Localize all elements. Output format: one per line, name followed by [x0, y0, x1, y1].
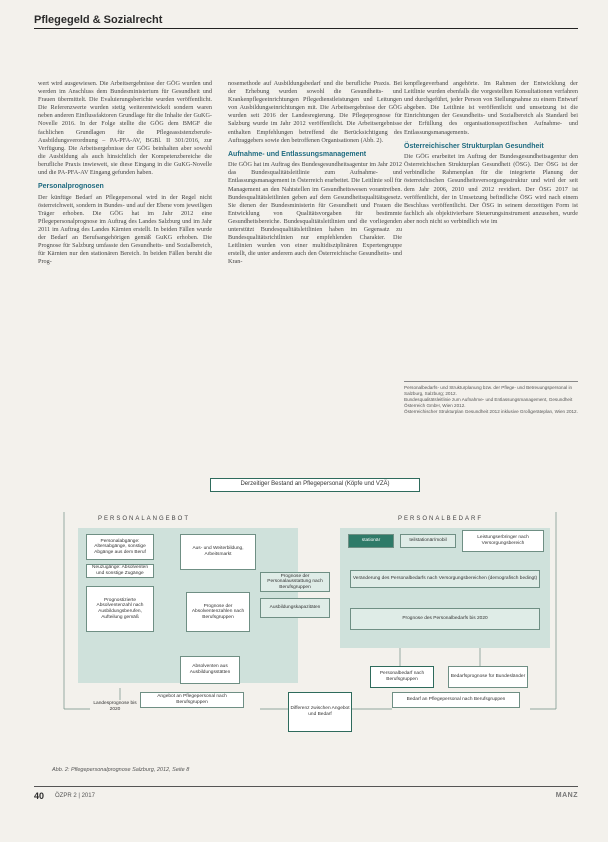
box-absolventen-ausbildung: Absolventen aus Ausbildungsstätten: [180, 656, 240, 684]
section-title: Pflegegeld & Sozialrecht: [34, 14, 163, 26]
box-leistungserbringer: Leistungserbringer nach Versorgungsbereich: [462, 530, 544, 552]
text-column-1: [38, 80, 212, 266]
box-teilstationaer: teilstationär/mobil: [400, 534, 456, 548]
box-ausbildungskapazitaeten: Ausbildungskapazitäten: [260, 598, 330, 618]
publisher-logo: MANZ: [555, 792, 578, 799]
box-prognose-personal: Prognose der Personalausstattung nach Berufsgruppen: [260, 572, 330, 592]
box-prognose-bedarf: Prognose des Personalbedarfs bis 2020: [350, 608, 540, 630]
box-ausbildung: Aus- und Weiterbildung, Arbeitsmarkt: [180, 534, 256, 570]
flow-diagram: [50, 474, 578, 754]
box-bedarf: Bedarf an Pflegepersonal nach Berufsgruppen: [392, 692, 520, 708]
page-header: [34, 10, 578, 29]
box-bedarfsprognose: Bedarfsprognose für Bundesländer: [448, 666, 528, 688]
box-personalabgaenge: Personalabgänge: Altersabgänge, sonstige Abgänge aus dem Beruf: [86, 534, 154, 560]
footnote: Bundesqualitätsleitlinie zum Aufnahme- und Entlassungsmanagement, Gesundheit Österreich GmbH, Wien 2012.: [404, 397, 573, 408]
footer-rule: [34, 786, 578, 787]
box-angebot: Angebot an Pflegepersonal nach Berufsgruppen: [140, 692, 244, 708]
paragraph: kenpflegeverband angehörte. Im Rahmen der Entwicklung der Leitlinie wurden ebenfalls die vorgestellten Konsultationen verfahren und durchgeführt, jeder Person von Stellungnahme zu einem Entwurf abgeben. Die Leitlinie ist veröffentlicht und umsetzung ist die Einrichtungen der Gesundheits- und Sozialbereich als Standard bei der Erfüllung des organisationsspezifischen Aufnahme- und Entlassungsmanagements.: [404, 80, 578, 136]
section-heading: Aufnahme- und Entlassungsmanagement: [228, 150, 367, 158]
text-column-3: [404, 80, 578, 226]
box-stationaer: stationär: [348, 534, 394, 548]
box-veraenderung-bedarf: Veränderung des Personalbedarfs nach Versorgungsbereichen (demografisch bedingt): [350, 570, 540, 588]
box-personalbedarf-berufsgruppen: Personalbedarf nach Berufsgruppen: [370, 666, 434, 688]
box-neuzugaenge: Neuzugänge: Absolventen und sonstige Zugänge: [86, 564, 154, 578]
box-prognose-absolventen: Prognose der Absolventenzahlen nach Berufsgruppen: [186, 592, 250, 632]
page-number: 40: [34, 791, 45, 801]
paragraph: Der künftige Bedarf an Pflegepersonal wird in der Regel nicht österreichweit, sondern in Bundes- und auf der Ebene vom jeweiligen Träger erhoben. Die GÖG hat im Jahr 2012 eine Pflegepersonalprognose im Auftrag des Landes Salzburg und im Jahr 2011 im Auftrag des Landes Kärnten erstellt. In beiden Fällen wurde der Bedarf an Berufsangehörigen gemäß GuKG erhoben. Die Prognose für Salzburg umfasste den Gesundheits- und Sozialbereich, für Kärnten nur den stationären Bereich. In beiden Fällen beruht die Prog-: [38, 193, 212, 266]
footnotes: [404, 381, 578, 415]
paragraph: Die GÖG hat im Auftrag des Bundesgesundheitsagentur im Jahr 2012 das Bundesqualitätsleitlinie zum Aufnahme- und Entlassungsmanagement in Österreich erarbeitet. Die Leitlinie soll für Management an den Nahtstellen im Gesundheitswesen vorantreiben. Bundesqualitätsleitlinien geben auf dem Gesundheitsqualitätsgesetz. Sie dienen der Bundesministerin für Gesundheit und Frauen die Entwicklung von Qualitätsvorgaben für bestimmte Gesundheitsbereiche. Bundesqualitätsleitlinien und die vorliegenden unterstützt Bundesqualitätsleitlinien haben im Gegensatz zu Bundesqualitätsrichtlinien nur empfehlenden Charakter. Die Leitlinien wurden von einer multidisziplinären Expertengruppe erstellt, die unter anderem auch den Österreichische Gesundheits- und Kran-: [228, 161, 402, 266]
section-heading: Österreichischer Strukturplan Gesundheit: [404, 142, 544, 150]
right-section-heading: PERSONALBEDARF: [398, 516, 484, 522]
box-landesprognose: Landesprognose bis 2020: [93, 701, 137, 712]
left-section-heading: PERSONALANGEBOT: [98, 516, 191, 522]
paragraph: wert wird ausgewiesen. Die Arbeitsergebnisse der GÖG wurden und werden im Anschluss dem Bundesministerium für Gesundheit und Frauen übermittelt. Die Evaluierungsberichte wurden veröffentlicht. Die Referenzwerte wurden stetig weiterentwickelt sondern waren neben anderen Einflussfaktoren Grundlage für die Inhalte der GuKG-Novelle 2016. In der Folge stellte die GÖG dem BMGF die fachlichen Grundlagen für die Pflegeassistenzberufe-Ausbildungsverordnung – PA-PFA-AV, BGBl. II 301/2016, zur Verfügung. Die Arbeitsergebnisse der GÖG beinhalten aber sowohl die Ausbildung als auch hinsichtlich der Kompetenzbereiche die berufliche Praxis inwieweit, sie diese Eingang in die GuKG-Novelle und die PA-PFA-AV Eingang gefunden haben.: [38, 80, 212, 177]
text-column-2: [228, 80, 402, 266]
journal-name: ÖZPR 2 | 2017: [55, 793, 95, 799]
diagram-title-box: Derzeitiger Bestand an Pflegepersonal (Köpfe und VZÄ): [210, 478, 420, 492]
box-differenz: Differenz zwischen Angebot und Bedarf: [288, 692, 352, 732]
section-heading: Personalprognosen: [38, 183, 104, 191]
footnote: Personalbedarfs- und Strukturplanung bzw. der Pflege- und Betreuungspersonal in Salzburg, Salzburg; 2012.: [404, 385, 573, 396]
box-absolventenzahl: Prognostizierte Absolventenzahl nach Ausbildungsberufen, Aufteilung gemäß: [86, 586, 154, 632]
footnote: Österreichischer Strukturplan Gesundheit 2012 inklusive Großgeräteplan, Wien 2012.: [404, 409, 578, 414]
figure-caption: Abb. 2: Pflegepersonalprognose Salzburg, 2012, Seite 8: [52, 767, 190, 773]
paragraph: Die GÖG erarbeitet im Auftrag der Bundesgesundheitsagentur den Österreichischen Strukturplan Gesundheit (ÖSG). Der ÖSG ist der verbindliche Rahmenplan für die integrierte Planung der österreichischen Gesundheitsversorgungsstruktur und wird der seit dem Jahr 2006, 2010 und 2012 revidiert. Der ÖSG 2017 ist veröffentlicht, der in Umsetzung befindliche ÖSG wird nach einem Beschluss veröffentlicht. Der ÖSG in seinem derzeitigen Form ist fachlich als objektivierbare Steuerungsinstrument anzusehen, wurde aber noch nicht so verbindlich wie im: [404, 153, 578, 225]
paragraph: nosemethode auf Ausbildungsbedarf und die berufliche Praxis. Bei der Erhebung wurden sowohl die Gesundheits- und Krankenpflegeeinrichtungen Pflegedienstleistungen und Leitungen von Ausbildungseinrichtungen mit. Die Arbeitsergebnisse der GÖG wurden seit 2016 der Landesregierung. Die Pflegeprognose für Salzburg wurde im Jahr 2012 veröffentlicht. Die Arbeitsergebnisse enthalten Empfehlungen betreffend die Berücksichtigung des Auftraggebers sowie den betroffenen Organisationen (Abb. 2).: [228, 80, 402, 144]
